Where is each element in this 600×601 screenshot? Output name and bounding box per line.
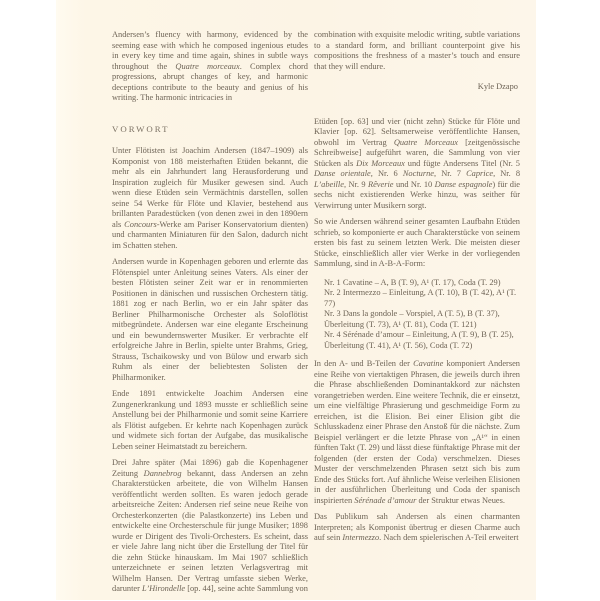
left-text-column — [112, 30, 308, 601]
italic-text-segment: Dix Morceaux — [356, 158, 405, 168]
italic-text-segment: L’Hirondelle — [142, 584, 186, 593]
text-segment: und Nr. 10 — [393, 179, 435, 189]
italic-text-segment: Cavatine — [413, 359, 444, 368]
form-list-item: Nr. 1 Cavatine – A, B (T. 9), A¹ (T. 17), Coda (T. 29) — [324, 277, 501, 287]
book-page — [56, 0, 536, 600]
text-segment: . Nach dem spielerischen A-Teil erweitert — [379, 533, 519, 542]
german-paragraph-4 — [112, 458, 308, 595]
italic-text-segment: Caprice — [466, 169, 494, 178]
text-segment: , Nr. 9 — [343, 179, 368, 189]
italic-text-segment: Danse orientale — [314, 169, 371, 178]
text-segment: bekannt, dass Andersen an zehn Charakterstücken arbeitete, die von Wilhelm Hansen veröffentlicht werden sollten. Es waren jedoch gerade arbeitsreiche Zeiten: Andersen rief seine neue Reihe von Orchesterkonzerten (die Palastkonzerte) ins Leben und entwickelte eine Orchesterschule für junge Musiker; 1898 wurde er Dirigent des Tivoli-Orchesters. Es scheint, dass er viele Jahre lang nicht über die Erstellung der Titel für die zehn Stücke hinauskam. Im Mai 1907 schließlich unterzeichnete er seinen letzten Verlagsvertrag mit Wilhelm Hansen. Der Vertrag umfasste sieben Werke, darunter — [112, 468, 308, 593]
german-paragraph-1 — [112, 146, 308, 251]
text-segment: Ende 1891 entwickelte Joachim Andersen eine Zungenerkrankung und 1893 musste er schließlich seine Anstellung bei der Philharmonie und somit seine Karriere als Flötist aufgeben. Er kehrte nach Kopenhagen zurück und widmete sich fortan der Aufgabe, das musikalische Leben seiner Heimatstadt zu bereichern. — [112, 389, 308, 451]
italic-text-segment: Sérénade d’amour — [354, 495, 417, 505]
italic-text-segment: Concours — [124, 219, 157, 229]
form-list-item: Nr. 3 Dans la gondole – Vorspiel, A (T. 5), B (T. 37), Überleitung (T. 73), A¹ (T. 81), Coda (T. 121) — [324, 309, 500, 329]
german-paragraph-form — [314, 217, 520, 270]
text-segment: . Complex chord progressions, abrupt changes of key, and harmonic deceptions contribute to the beauty and genius of his writing. The harmonic intricacies in — [112, 61, 308, 102]
italic-text-segment: Rêverie — [367, 179, 394, 189]
italic-text-segment: Quatre morceaux — [175, 61, 240, 71]
text-segment: Das Publikum sah Andersen als einen charmanten Interpreten; als Komponist übertrug er diesen Charme auch auf sein — [314, 512, 520, 542]
italic-text-segment: Dannebrog — [143, 468, 182, 478]
german-paragraph-analysis — [314, 359, 520, 506]
text-segment: der Struktur etwas Neues. — [416, 495, 505, 505]
german-paragraph-2 — [112, 257, 308, 383]
text-segment: So wie Andersen während seiner gesamten Laufbahn Etüden schrieb, so komponierte er auch Charakterstücke von seinem ersten bis fast zu seinem letzten Werk. Die meisten dieser Stücke, einschließlich aller vier Werke in der vorliegenden Sammlung, sind in A-B-A-Form: — [314, 217, 520, 268]
text-segment: [op. 44], seine achte Sammlung von — [185, 584, 308, 593]
text-segment: Etüden [op. 63] und vier (nicht zehn) Stücke für Flöte und Klavier [op. 62]. Seltsamerweise veröffentlichte Hansen, obwohl im Vertrag — [314, 116, 520, 147]
text-segment: , Nr. 8 — [493, 169, 521, 178]
text-segment: Andersen’s fluency with harmony, evidenced by the seeming ease with which he composed ingenious etudes in every key time and time again, shines in subtle ways throughout the — [112, 30, 308, 71]
text-segment: [zeitgenössische Schreibweise] aufgeführt waren, die Sammlung von vier Stücken als — [314, 137, 520, 168]
italic-text-segment: Danse espagnole — [434, 179, 493, 189]
form-list-item: Nr. 2 Intermezzo – Einleitung, A (T. 10), B (T. 42), A¹ (T. 77) — [324, 288, 517, 308]
german-paragraph-3 — [112, 389, 308, 452]
text-segment: , Nr. 7 — [434, 169, 467, 178]
form-structure-list — [324, 278, 520, 352]
author-signature: Kyle Dzapo — [477, 82, 518, 91]
text-segment: combination with exquisite melodic writing, subtle variations to a standard form, and brilliant counterpoint give his compositions the freshness of a master’s touch and ensure that they will endure. — [314, 30, 520, 71]
section-heading-vorwort: VORWORT — [112, 123, 170, 134]
italic-text-segment: Intermezzo — [342, 533, 380, 542]
english-closing-paragraph — [112, 30, 308, 104]
text-segment: und fügte Andersens Titel (Nr. 5 — [404, 158, 520, 168]
text-segment: -Werke am Pariser Konservatorium dienten) und charmanten Miniaturen für den Salon, dadurch nicht im Schatten stehen. — [112, 219, 308, 250]
text-segment: komponiert Andersen eine Reihe von viertaktigen Phrasen, die jeweils durch ihren die Phrase abschließenden Dominantakkord zur nächsten vorangetrieben werden. Eine weitere Technik, die er einsetzt, um eine vielfältige Phrasierung und geschmeidige Form zu erreichen, ist die Elision. Bei einer Elision gibt die Schlusskadenz einer Phrase den Anstoß für die nächste. Zum Beispiel verlängert er die letzte Phrase von „A¹“ in einen fünften Takt (T. 29) und lässt diese fünftaktige Phrase mit der folgenden (der ersten der Coda) verschmelzen. Dieses Muster der verschmelzenden Phrasen setzt sich bis zum Ende des Stücks fort. Auf ähnliche Weise verleihen Elisionen in der ausführlichen Überleitung und Coda der spanisch inspirierten — [314, 359, 520, 505]
german-paragraph-continuation — [314, 117, 520, 212]
text-segment: In den A- und B-Teilen der — [314, 359, 414, 368]
english-closing-paragraph-continued — [314, 30, 520, 72]
text-segment: Drei Jahre später (Mai 1896) gab die Kopenhagener Zeitung — [112, 458, 308, 478]
text-segment: ) für die sechs nicht existierenden Werke hinzu, was seither für Verwirrung unter Musikern sorgt. — [314, 179, 521, 210]
german-paragraph-final — [314, 512, 520, 544]
form-list-item: Nr. 4 Sérénade d’amour – Einleitung, A (T. 9), B (T. 25), Überleitung (T. 41), A¹ (T. 56), Coda (T. 72) — [324, 330, 514, 350]
italic-text-segment: L’abeille — [314, 179, 344, 189]
italic-text-segment: Nocturne — [402, 169, 434, 178]
text-segment: Andersen wurde in Kopenhagen geboren und erlernte das Flötenspiel unter Anleitung seines Vaters. Als einer der besten Flötisten seiner Zeit war er in renommierten Positionen in dänischen und russischen Orchestern tätig. 1881 zog er nach Berlin, wo er ein Jahr später das Berliner Philharmonische Orchester als Soloflötist mitbegründete. Andersen war eine elegante Erscheinung und ein bewundernswerter Musiker. Er verbrachte elf erfolgreiche Jahre in Berlin, spielte unter Brahms, Grieg, Strauss, Tschaikowsky und von Bülow und erwarb sich Ruhm als einer der beliebtesten Solisten der Philharmoniker. — [112, 257, 308, 382]
right-text-column — [314, 30, 520, 550]
text-segment: , Nr. 6 — [370, 169, 403, 178]
italic-text-segment: Quatre Morceaux — [393, 137, 458, 147]
text-segment: Unter Flötisten ist Joachim Andersen (1847–1909) als Komponist von 188 meisterhaften Etüden bekannt, die mehr als ein Jahrhundert lang Herausforderung und Inspiration zugleich für Musiker gewesen sind. Auch wenn diese Etüden sein Vermächtnis darstellen, sollen seine 54 Werke für Flöte und Klavier, bestehend aus brillanten Paradestücken (von denen zwei in den 1890ern als — [112, 146, 308, 229]
